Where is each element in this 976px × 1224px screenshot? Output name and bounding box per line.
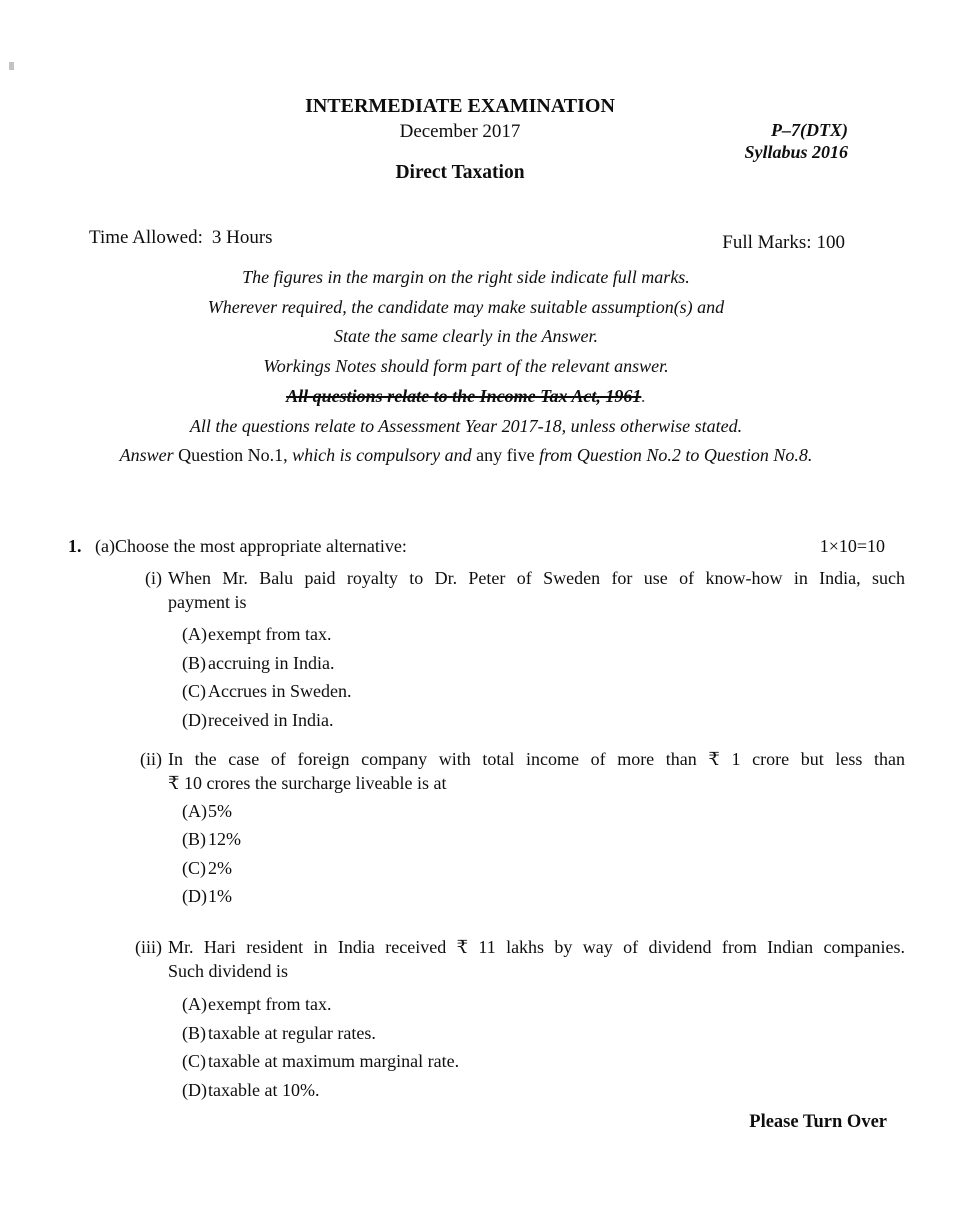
subquestion-ii-label: (ii) [140, 748, 162, 769]
question-marks: 1×10=10 [819, 536, 885, 556]
subquestion-ii-options [0, 802, 976, 906]
subject-title: Direct Taxation [395, 162, 525, 183]
option-row [0, 682, 976, 700]
answer-part-italic-3: from Question No.2 to Question No.8. [539, 445, 813, 466]
exam-session-date: December 2017 [399, 121, 521, 142]
subquestion-iii [0, 935, 976, 1099]
option-label: (B) [182, 652, 206, 673]
full-marks [722, 232, 845, 254]
option-text: 5% [208, 800, 232, 821]
option-text: taxable at maximum marginal rate. [208, 1051, 460, 1071]
option-row [0, 1081, 976, 1099]
struck-text: All questions relate to the Income Tax Act, 1961 [286, 385, 642, 406]
question-1-heading [0, 534, 976, 558]
time-marks-row [0, 227, 976, 253]
please-turn-over-note: Please Turn Over [749, 1112, 887, 1132]
option-text: taxable at 10%. [208, 1079, 320, 1100]
option-row [0, 1024, 976, 1042]
subquestion-ii-row [0, 747, 976, 795]
option-text: exempt from tax. [208, 624, 332, 644]
subquestion-i [0, 566, 976, 729]
option-row [0, 1052, 976, 1070]
instruction-line-assessment-year: All the questions relate to Assessment Year 2017-18, unless otherwise stated. [189, 415, 743, 436]
instruction-line-workings: Workings Notes should form part of the relevant answer. [263, 356, 669, 377]
option-label: (D) [182, 1079, 207, 1100]
option-label: (A) [182, 800, 207, 821]
option-label: (A) [182, 624, 207, 644]
option-label: (C) [182, 857, 206, 878]
option-row [0, 625, 976, 643]
syllabus-label: Syllabus 2016 [744, 142, 848, 162]
subquestion-ii [0, 747, 976, 906]
option-row [0, 654, 976, 672]
option-label: (B) [182, 829, 206, 849]
subquestion-i-row [0, 566, 976, 614]
subquestion-i-options [0, 625, 976, 729]
subquestion-iii-options [0, 995, 976, 1099]
instruction-line-figures: The figures in the margin on the right side indicate full marks. [242, 267, 690, 287]
option-text: Accrues in Sweden. [208, 681, 352, 701]
option-label: (D) [182, 886, 207, 906]
option-row [0, 711, 976, 729]
answer-part-roman-2: any five [471, 445, 540, 466]
option-label: (D) [182, 709, 207, 730]
question-part-label: (a) [95, 536, 115, 556]
question-number: 1. [68, 536, 82, 556]
subquestion-i-text [168, 566, 905, 614]
instruction-line-assumptions: Wherever required, the candidate may make suitable assumption(s) and [207, 296, 725, 317]
paper-info [744, 119, 848, 163]
option-text: 2% [208, 857, 232, 878]
instruction-line-struck [0, 382, 932, 412]
subquestion-ii-line-1: In the case of foreign company with total income of more than ₹ 1 crore but less than [168, 748, 905, 769]
question-part-text: Choose the most appropriate alternative: [115, 536, 407, 556]
question-1 [0, 534, 976, 1099]
answer-part-roman-1: Question No.1, [173, 445, 293, 466]
option-label: (C) [182, 1051, 206, 1071]
time-allowed-value: 3 Hours [211, 227, 273, 248]
option-text: exempt from tax. [208, 994, 332, 1014]
subquestion-iii-text [168, 935, 905, 983]
option-row [0, 830, 976, 848]
subquestion-i-line-1: When Mr. Balu paid royalty to Dr. Peter of Sweden for use of know-how in India, such [168, 568, 905, 588]
subquestion-ii-text [168, 747, 905, 795]
subquestion-ii-line-2: ₹ 10 crores the surcharge liveable is at [168, 772, 447, 793]
subquestion-iii-label: (iii) [135, 937, 162, 957]
option-label: (A) [182, 994, 207, 1014]
answer-part-italic-2: which is compulsory and [292, 445, 472, 466]
struck-line-period: . [641, 385, 646, 406]
option-label: (B) [182, 1022, 206, 1043]
answer-part-italic-1: Answer [119, 445, 174, 466]
full-marks-label: Full Marks: [722, 232, 812, 253]
option-text: 1% [208, 886, 232, 906]
option-text: 12% [208, 829, 241, 849]
subquestion-iii-line-2: Such dividend is [168, 961, 288, 981]
option-label: (C) [182, 681, 206, 701]
option-text: taxable at regular rates. [208, 1022, 376, 1043]
option-text: received in India. [208, 709, 334, 730]
time-allowed [89, 227, 273, 249]
exam-title: INTERMEDIATE EXAMINATION [305, 95, 615, 117]
option-row [0, 995, 976, 1013]
subquestion-i-line-2: payment is [168, 592, 247, 612]
paper-code: P–7(DTX) [771, 120, 848, 140]
option-row [0, 802, 976, 820]
option-row [0, 859, 976, 877]
subquestion-iii-row [0, 935, 976, 983]
option-text: accruing in India. [208, 652, 335, 673]
general-instructions [0, 263, 932, 471]
scan-artifact-mark [9, 62, 14, 70]
instruction-line-answer [0, 441, 932, 471]
subquestion-i-label: (i) [145, 568, 162, 588]
option-row [0, 887, 976, 905]
subquestion-iii-line-1: Mr. Hari resident in India received ₹ 11 lakhs by way of dividend from Indian companies. [168, 937, 905, 957]
time-allowed-label: Time Allowed: [89, 227, 203, 248]
instruction-line-state-clearly: State the same clearly in the Answer. [333, 326, 599, 347]
full-marks-value: 100 [816, 232, 845, 253]
